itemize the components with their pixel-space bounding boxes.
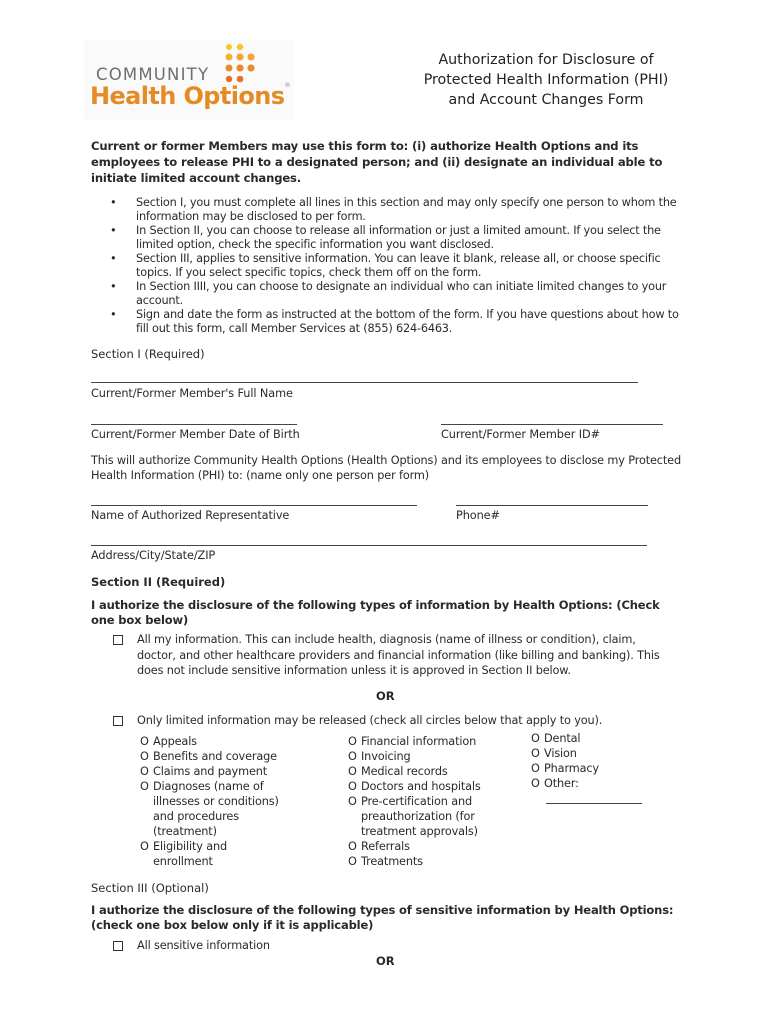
all-sensitive-text: All sensitive information (137, 939, 270, 952)
full-name-label: Current/Former Member's Full Name (91, 387, 293, 400)
info-options-column-3 (531, 731, 661, 791)
instruction-text: In Section IIII, you can choose to designate an individual who can initiate limited changes to your account. (136, 280, 667, 307)
authorize-disclosure-text: This will authorize Community Health Options (Health Options) and its employees to disclose my Protected Health Information (PHI) to: (name only one person per form) (91, 454, 681, 482)
section-3-intro: I authorize the disclosure of the following types of sensitive information by Health Options: (check one box below only if it is applicable) (91, 903, 674, 932)
option-dental[interactable] (531, 731, 661, 746)
section-2-intro: I authorize the disclosure of the following types of information by Health Options: (Check one box below) (91, 598, 660, 627)
option-label: Doctors and hospitals (361, 780, 481, 793)
instruction-item (91, 252, 691, 280)
circle-checkbox[interactable]: O (140, 840, 149, 853)
instruction-text: Section I, you must complete all lines in this section and may only specify one person to whom the information may be disclosed to per form. (136, 196, 677, 223)
option-label: Diagnoses (name of (153, 780, 264, 793)
authorized-rep-field[interactable] (91, 505, 417, 506)
instruction-text: Section III, applies to sensitive information. You can leave it blank, release all, or choose specific topics. If you select specific topics, check them off on the form. (136, 252, 661, 279)
option-label: Eligibility and (153, 840, 228, 853)
bullet: • (110, 196, 117, 209)
bullet: • (110, 308, 117, 321)
limited-information-checkbox[interactable] (113, 716, 123, 726)
logo-community-text: COMMUNITY (96, 65, 210, 84)
circle-checkbox[interactable]: O (140, 780, 149, 793)
option-label-cont: preauthorization (for (361, 810, 475, 823)
circle-checkbox[interactable]: O (531, 747, 540, 760)
option-label: Claims and payment (153, 765, 268, 778)
option-label: Treatments (361, 855, 423, 868)
option-other[interactable] (531, 776, 661, 791)
title-line: Authorization for Disclosure of (438, 52, 654, 68)
info-options-column-2 (348, 734, 528, 869)
circle-checkbox[interactable]: O (348, 795, 357, 808)
logo-registered-mark: ® (284, 82, 290, 89)
phone-field[interactable] (456, 505, 648, 506)
instruction-text: In Section II, you can choose to release all information or just a limited amount. If you select the limited option, check the specific information you want disclosed. (136, 224, 661, 251)
option-referrals[interactable] (348, 839, 528, 854)
option-label-cont: illnesses or conditions) (153, 795, 279, 808)
option-label-cont: enrollment (153, 855, 213, 868)
bullet: • (110, 252, 117, 265)
full-name-field[interactable] (91, 382, 638, 383)
all-information-option[interactable] (113, 632, 673, 679)
dob-field[interactable] (91, 424, 297, 425)
option-diagnoses[interactable] (140, 779, 320, 794)
option-vision[interactable] (531, 746, 661, 761)
circle-checkbox[interactable]: O (348, 855, 357, 868)
circle-checkbox[interactable]: O (140, 750, 149, 763)
all-information-checkbox[interactable] (113, 635, 123, 645)
bullet: • (110, 280, 117, 293)
or-separator-2: OR (376, 954, 395, 968)
circle-checkbox[interactable]: O (348, 840, 357, 853)
logo-health-options-label: Health Options (90, 82, 285, 110)
option-treatments[interactable] (348, 854, 528, 869)
authorized-rep-label: Name of Authorized Representative (91, 509, 290, 522)
option-benefits-coverage[interactable] (140, 749, 320, 764)
limited-information-text: Only limited information may be released (check all circles below that apply to you). (137, 714, 603, 727)
option-doctors-hospitals[interactable] (348, 779, 528, 794)
member-id-label: Current/Former Member ID# (441, 428, 600, 441)
option-label: Appeals (153, 735, 197, 748)
address-field[interactable] (91, 545, 647, 546)
member-id-field[interactable] (441, 424, 663, 425)
option-medical-records[interactable] (348, 764, 528, 779)
intro-paragraph: Current or former Members may use this form to: (i) authorize Health Options and its employees to release PHI to a designated person; and (ii) designate an individual able to initiate limited account changes. (91, 139, 663, 185)
circle-checkbox[interactable]: O (531, 732, 540, 745)
instruction-text: Sign and date the form as instructed at the bottom of the form. If you have questions about how to fill out this form, call Member Services at (855) 624-6463. (136, 308, 679, 335)
circle-checkbox[interactable]: O (348, 735, 357, 748)
address-label: Address/City/State/ZIP (91, 549, 216, 562)
circle-checkbox[interactable]: O (348, 780, 357, 793)
option-label-cont: and procedures (153, 810, 239, 823)
circle-checkbox[interactable]: O (348, 765, 357, 778)
option-label: Pharmacy (544, 762, 599, 775)
option-label: Referrals (361, 840, 410, 853)
option-label: Vision (544, 747, 577, 760)
option-financial-information[interactable] (348, 734, 528, 749)
instruction-item (91, 196, 691, 224)
option-eligibility-enrollment[interactable] (140, 839, 320, 854)
form-title (396, 50, 696, 110)
option-pre-certification[interactable] (348, 794, 528, 809)
other-specify-field[interactable] (546, 803, 642, 804)
option-appeals[interactable] (140, 734, 320, 749)
all-sensitive-checkbox[interactable] (113, 941, 123, 951)
option-label-cont: (treatment) (153, 825, 217, 838)
instruction-item (91, 280, 691, 308)
option-pharmacy[interactable] (531, 761, 661, 776)
phone-label: Phone# (456, 509, 500, 522)
instruction-item (91, 308, 691, 336)
logo-health-options-text (90, 82, 290, 110)
info-options-column-1 (140, 734, 320, 869)
community-health-options-logo (84, 40, 294, 120)
instruction-item (91, 224, 691, 252)
circle-checkbox[interactable]: O (140, 765, 149, 778)
circle-checkbox[interactable]: O (348, 750, 357, 763)
option-label: Other: (544, 777, 579, 790)
dob-label: Current/Former Member Date of Birth (91, 428, 300, 441)
all-sensitive-option[interactable] (113, 938, 513, 954)
instructions-list (91, 196, 691, 336)
circle-checkbox[interactable]: O (140, 735, 149, 748)
limited-information-option[interactable] (113, 713, 683, 729)
option-label: Dental (544, 732, 581, 745)
option-label: Medical records (361, 765, 448, 778)
title-line: Protected Health Information (PHI) (423, 72, 669, 88)
option-invoicing[interactable] (348, 749, 528, 764)
option-label: Financial information (361, 735, 477, 748)
option-label: Pre-certification and (361, 795, 472, 808)
bullet: • (110, 224, 117, 237)
option-label: Benefits and coverage (153, 750, 277, 763)
title-line: and Account Changes Form (448, 92, 644, 108)
circle-checkbox[interactable]: O (531, 777, 540, 790)
circle-checkbox[interactable]: O (531, 762, 540, 775)
section-3-heading: Section III (Optional) (91, 881, 209, 895)
section-2-heading: Section II (Required) (91, 575, 226, 589)
option-label-cont: treatment approvals) (361, 825, 478, 838)
all-information-text: All my information. This can include health, diagnosis (name of illness or condition), claim, doctor, and other healthcare providers and financial information (like billing and banking). This does not include sensitive information unless it is approved in Section II below. (137, 633, 660, 677)
section-1-heading: Section I (Required) (91, 347, 205, 361)
option-label: Invoicing (361, 750, 411, 763)
or-separator: OR (376, 689, 395, 703)
option-claims-payment[interactable] (140, 764, 320, 779)
